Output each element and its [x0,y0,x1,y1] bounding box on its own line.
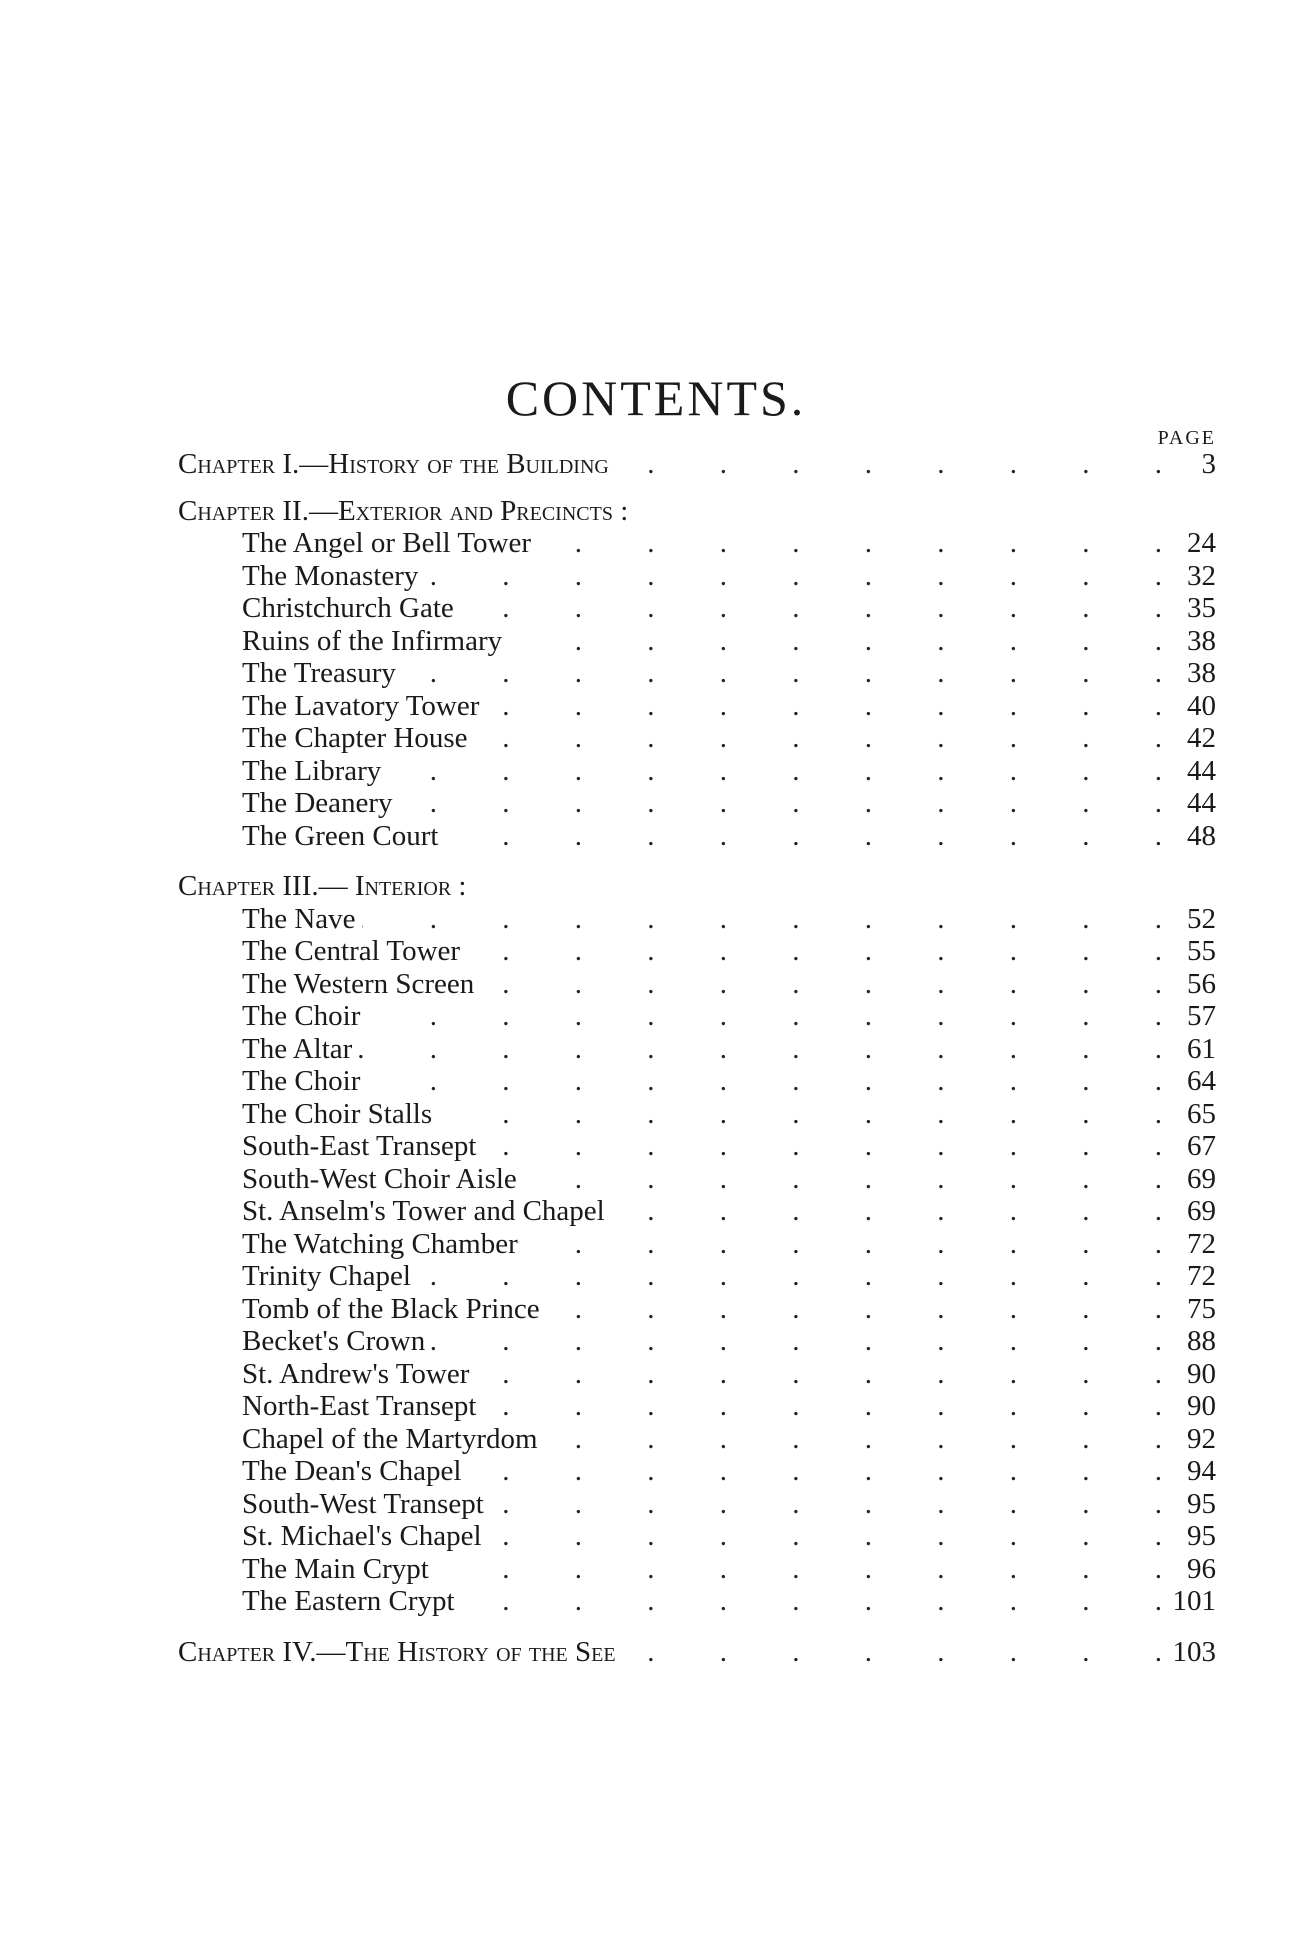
toc-entry[interactable] [178,1163,1216,1196]
toc-entry-page: 35 [1187,592,1216,624]
toc-entry-page: 42 [1187,722,1216,754]
toc-entry-label: The Western Screen [242,967,475,1000]
toc-entry-page: 65 [1187,1097,1216,1130]
chapter-4-prefix: Chapter [178,1635,276,1668]
toc-entry[interactable] [178,1553,1216,1586]
toc-entry-label: The Treasury [242,657,396,689]
dot-leader [482,1130,1162,1163]
toc-entry-label: The Central Tower [242,935,461,967]
toc-entry[interactable] [178,820,1216,853]
toc-entry-page: 95 [1187,1520,1216,1552]
toc-entry-label: South-West Transept [242,1487,484,1520]
dot-leader [544,1423,1162,1456]
toc-entry-label: St. Anselm's Tower and Chapel [242,1195,605,1227]
toc-entry-page: 38 [1187,624,1216,657]
chapter-3-heading: III.— Interior : [282,870,467,902]
toc-entry[interactable] [178,1033,1216,1066]
toc-entry-page: 94 [1187,1455,1216,1487]
toc-entry[interactable] [178,1455,1216,1488]
toc-entry[interactable] [178,755,1216,788]
dot-leader [461,1585,1162,1618]
toc-entry-label: Christchurch Gate [242,592,454,624]
toc-entry[interactable] [178,1520,1216,1553]
chapter-3-prefix: Chapter [178,870,276,902]
table-of-contents [178,448,1216,1668]
toc-entry[interactable] [178,968,1216,1001]
toc-entry-label: Ruins of the Infirmary [242,624,503,657]
toc-entry[interactable] [178,1488,1216,1521]
dot-leader [362,903,1162,936]
chapter-4-heading: IV.—The History of the See [282,1635,616,1668]
toc-entry[interactable] [178,903,1216,936]
toc-entry[interactable] [178,1585,1216,1618]
chapter-3-heading-line [178,870,1216,903]
dot-leader [475,1358,1162,1391]
toc-entry-label: St. Andrew's Tower [242,1357,470,1390]
toc-entry[interactable] [178,560,1216,593]
toc-entry-label: The Choir Stalls [242,1097,433,1130]
toc-entry[interactable] [178,657,1216,690]
toc-entry[interactable] [178,1358,1216,1391]
toc-entry[interactable] [178,787,1216,820]
dot-leader [399,787,1162,820]
toc-entry-page: 55 [1187,935,1216,967]
toc-entry-label: Trinity Chapel [242,1260,411,1292]
toc-entry[interactable] [178,1423,1216,1456]
chapter-4-label [178,1636,622,1669]
dot-leader [467,1455,1162,1488]
toc-entry[interactable] [178,527,1216,560]
dot-leader [474,722,1163,755]
toc-entry-page: 57 [1187,1000,1216,1032]
toc-entry-label: North-East Transept [242,1390,477,1422]
toc-entry-label: The Dean's Chapel [242,1455,462,1487]
toc-entry-page: 38 [1187,657,1216,689]
dot-leader [508,625,1162,658]
toc-entry[interactable] [178,1000,1216,1033]
dot-leader [480,968,1162,1001]
dot-leader [402,657,1162,690]
toc-entry-label: The Deanery [242,787,393,819]
dot-leader [490,1488,1162,1521]
dot-leader [431,1325,1162,1358]
page-title: CONTENTS. [505,369,807,426]
toc-entry-page: 101 [1172,1585,1216,1617]
toc-entry[interactable] [178,1195,1216,1228]
dot-leader [424,560,1162,593]
toc-entry-page: 24 [1187,527,1216,559]
toc-entry-label: The Choir [242,1065,361,1097]
chapter-3-label [178,870,473,903]
toc-entry-page: 48 [1187,819,1216,852]
toc-entry-page: 32 [1187,559,1216,592]
toc-entry[interactable] [178,1293,1216,1326]
toc-entry[interactable] [178,1130,1216,1163]
toc-entry[interactable] [178,1390,1216,1423]
dot-leader [482,1390,1162,1423]
toc-entry-page: 75 [1187,1292,1216,1325]
chapter-2-entries [178,527,1216,852]
toc-entry-page: 72 [1187,1227,1216,1260]
toc-entry-label: The Angel or Bell Tower [242,527,531,559]
chapter-1-page: 3 [1201,448,1216,480]
toc-entry-label: Chapel of the Martyrdom [242,1422,538,1455]
toc-entry-page: 67 [1187,1130,1216,1162]
dot-leader [466,935,1162,968]
toc-entry-label: The Altar [242,1032,353,1065]
toc-entry-label: South-East Transept [242,1130,477,1162]
toc-entry-label: The Chapter House [242,722,468,754]
chapter-3-entries [178,903,1216,1618]
toc-entry-page: 92 [1187,1422,1216,1455]
chapter-4-entry[interactable] [178,1636,1216,1669]
dot-leader [523,1163,1162,1196]
chapter-4-page: 103 [1172,1635,1216,1668]
toc-entry-label: Becket's Crown [242,1325,426,1357]
dot-leader [546,1293,1162,1326]
toc-entry[interactable] [178,1228,1216,1261]
toc-entry-label: St. Michael's Chapel [242,1520,482,1552]
dot-leader [417,1260,1162,1293]
toc-entry-page: 96 [1187,1552,1216,1585]
dot-leader [460,592,1162,625]
chapter-1-entry[interactable] [178,448,1216,481]
toc-entry[interactable] [178,592,1216,625]
toc-entry[interactable] [178,625,1216,658]
toc-entry-page: 69 [1187,1162,1216,1195]
toc-entry-label: The Watching Chamber [242,1227,518,1260]
toc-entry-page: 61 [1187,1032,1216,1065]
dot-leader [387,755,1162,788]
dot-leader [524,1228,1162,1261]
toc-entry-label: The Nave [242,902,356,935]
dot-leader [488,1520,1162,1553]
toc-entry-label: The Eastern Crypt [242,1585,455,1617]
chapter-1-prefix: Chapter [178,448,276,480]
toc-entry[interactable] [178,1098,1216,1131]
dot-leader [366,1065,1162,1098]
toc-entry-page: 88 [1187,1325,1216,1357]
toc-entry-page: 52 [1187,902,1216,935]
toc-entry-label: The Choir [242,1000,361,1032]
chapter-2-label [178,495,634,528]
toc-entry[interactable] [178,722,1216,755]
page-column-header: PAGE [1157,427,1216,449]
toc-entry-page: 40 [1187,689,1216,722]
dot-leader [366,1000,1162,1033]
dot-leader [622,1636,1162,1669]
toc-entry-label: The Library [242,754,382,787]
toc-entry[interactable] [178,1260,1216,1293]
toc-entry-page: 56 [1187,967,1216,1000]
toc-entry-page: 44 [1187,754,1216,787]
chapter-1-label [178,448,615,481]
toc-entry-label: The Main Crypt [242,1552,429,1585]
toc-entry-page: 64 [1187,1065,1216,1097]
toc-entry-page: 90 [1187,1390,1216,1422]
toc-entry-label: The Green Court [242,819,439,852]
toc-entry[interactable] [178,690,1216,723]
chapter-2-heading: II.—Exterior and Precincts : [282,494,629,527]
dot-leader [611,1195,1162,1228]
dot-leader [438,1098,1162,1131]
dot-leader [615,448,1162,481]
dot-leader [485,690,1162,723]
chapter-1-heading: I.—History of the Building [282,448,609,480]
toc-entry-page: 44 [1187,787,1216,819]
toc-entry[interactable] [178,1325,1216,1358]
dot-leader [435,1553,1162,1586]
toc-entry[interactable] [178,1065,1216,1098]
dot-leader [537,527,1162,560]
toc-entry-page: 72 [1187,1260,1216,1292]
toc-entry-label: Tomb of the Black Prince [242,1292,540,1325]
toc-entry[interactable] [178,935,1216,968]
dot-leader [445,820,1163,853]
toc-entry-page: 69 [1187,1195,1216,1227]
toc-entry-page: 95 [1187,1487,1216,1520]
chapter-2-prefix: Chapter [178,494,276,527]
toc-entry-label: The Lavatory Tower [242,689,480,722]
dot-leader [358,1033,1162,1066]
toc-entry-label: South-West Choir Aisle [242,1162,517,1195]
toc-entry-label: The Monastery [242,559,419,592]
chapter-2-heading-line [178,495,1216,528]
toc-entry-page: 90 [1187,1357,1216,1390]
